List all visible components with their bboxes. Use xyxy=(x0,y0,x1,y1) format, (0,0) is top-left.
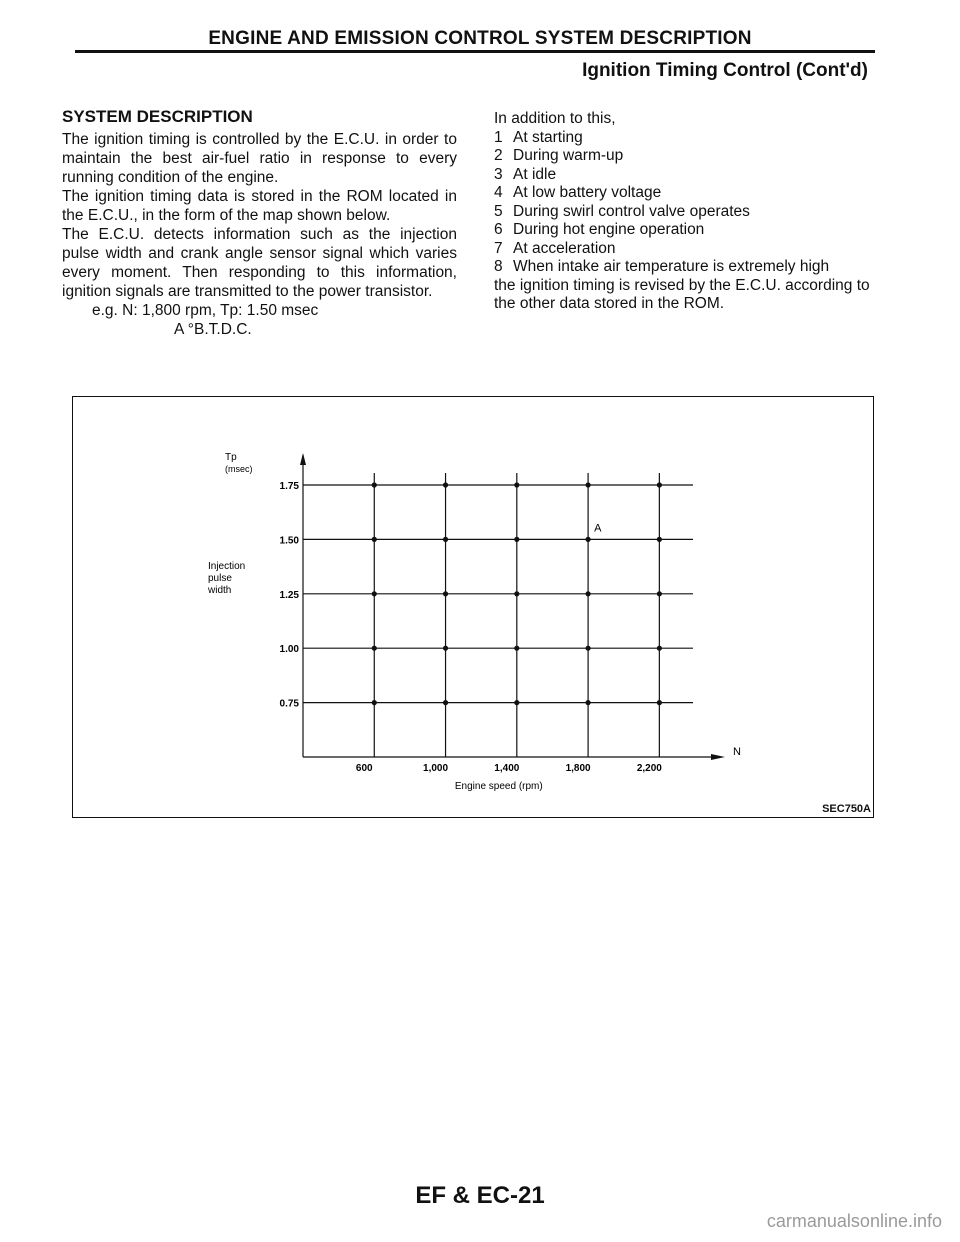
map-point xyxy=(657,700,662,705)
y-tick-label: 1.75 xyxy=(279,481,299,492)
x-axis-label: Engine speed (rpm) xyxy=(454,781,543,792)
list-item: 2 During warm-up xyxy=(494,147,624,164)
map-point xyxy=(585,591,590,596)
map-point xyxy=(514,537,519,542)
y-tick-label: 1.50 xyxy=(279,535,299,547)
header-rule xyxy=(75,50,875,53)
map-point xyxy=(372,646,377,651)
paragraph-3: The E.C.U. detects information such as the injection pulse width and crank angle sensor signal which varies every moment. Then responding to this information, ignition signals are transmitted to the power transistor. xyxy=(62,226,457,300)
conditions-outro: the ignition timing is revised by the E.C.U. according to the other data stored in the ROM. xyxy=(494,276,870,312)
ignition-map-figure xyxy=(72,396,874,818)
list-item: 7 At acceleration xyxy=(494,239,616,257)
map-point xyxy=(372,591,377,596)
list-item: 3 At idle xyxy=(494,165,557,183)
conditions-column xyxy=(494,110,884,314)
x-tick-label: 1,000 xyxy=(423,763,449,774)
page-header-title: ENGINE AND EMISSION CONTROL SYSTEM DESCRIPTION xyxy=(208,28,752,49)
paragraph-1: The ignition timing is controlled by the E.C.U. in order to maintain the best air-fuel ratio in response to every running condition of the engine. xyxy=(62,131,457,186)
map-point xyxy=(514,646,519,651)
map-point xyxy=(657,482,662,487)
watermark: carmanualsonline.info xyxy=(766,1211,942,1231)
map-point xyxy=(443,482,448,487)
x-tick-label: 2,200 xyxy=(636,763,662,774)
figure-reference: SEC750A xyxy=(822,803,871,815)
map-point xyxy=(443,700,448,705)
list-item: 1 At starting xyxy=(494,128,583,146)
y-tick-label: 1.25 xyxy=(279,589,299,601)
x-tick-label: 1,400 xyxy=(494,763,520,774)
section-subtitle: Ignition Timing Control (Cont'd) xyxy=(582,60,868,81)
conditions-intro: In addition to this, xyxy=(494,110,616,127)
list-item: 8 When intake air temperature is extremely high xyxy=(494,258,830,275)
map-point xyxy=(514,591,519,596)
list-item: 6 During hot engine operation xyxy=(494,221,705,238)
x-axis-arrow xyxy=(711,754,725,760)
page-number: EF & EC-21 xyxy=(415,1182,545,1209)
y-axis-unit-symbol: Tp xyxy=(225,452,237,463)
x-tick-label: 1,800 xyxy=(565,763,591,774)
list-item: 4 At low battery voltage xyxy=(494,184,662,201)
x-tick-label: 600 xyxy=(355,763,373,774)
map-point xyxy=(514,482,519,487)
example-line-1: e.g. N: 1,800 rpm, Tp: 1.50 msec xyxy=(92,302,319,319)
list-item: 5 During swirl control valve operates xyxy=(494,202,750,220)
annotation-label: A xyxy=(594,522,602,535)
map-point xyxy=(443,646,448,651)
y-tick-label: 0.75 xyxy=(279,698,299,710)
y-axis-label-line: width xyxy=(208,584,232,596)
map-point xyxy=(372,700,377,705)
map-point xyxy=(372,537,377,542)
map-point xyxy=(585,537,590,542)
map-point xyxy=(514,700,519,705)
example-line-2: A °B.T.D.C. xyxy=(174,321,252,338)
paragraph-2: The ignition timing data is stored in the ROM located in the E.C.U., in the form of the map shown below. xyxy=(62,188,457,224)
y-axis-label-line: Injection xyxy=(208,560,246,572)
map-point xyxy=(657,537,662,542)
map-point xyxy=(585,646,590,651)
map-point xyxy=(585,700,590,705)
ignition-map-chart xyxy=(73,397,872,816)
y-tick-label: 1.00 xyxy=(279,644,299,656)
map-point xyxy=(657,646,662,651)
map-point xyxy=(372,482,377,487)
system-description-column xyxy=(62,107,457,339)
system-description-heading: SYSTEM DESCRIPTION xyxy=(62,107,253,126)
map-point xyxy=(585,482,590,487)
y-axis-label-line: pulse xyxy=(208,572,232,584)
map-point xyxy=(443,591,448,596)
map-point xyxy=(657,591,662,596)
map-point xyxy=(443,537,448,542)
x-axis-symbol: N xyxy=(733,746,741,758)
y-axis-arrow xyxy=(300,453,306,465)
y-axis-unit: (msec) xyxy=(225,464,253,474)
conditions-list xyxy=(494,129,884,277)
